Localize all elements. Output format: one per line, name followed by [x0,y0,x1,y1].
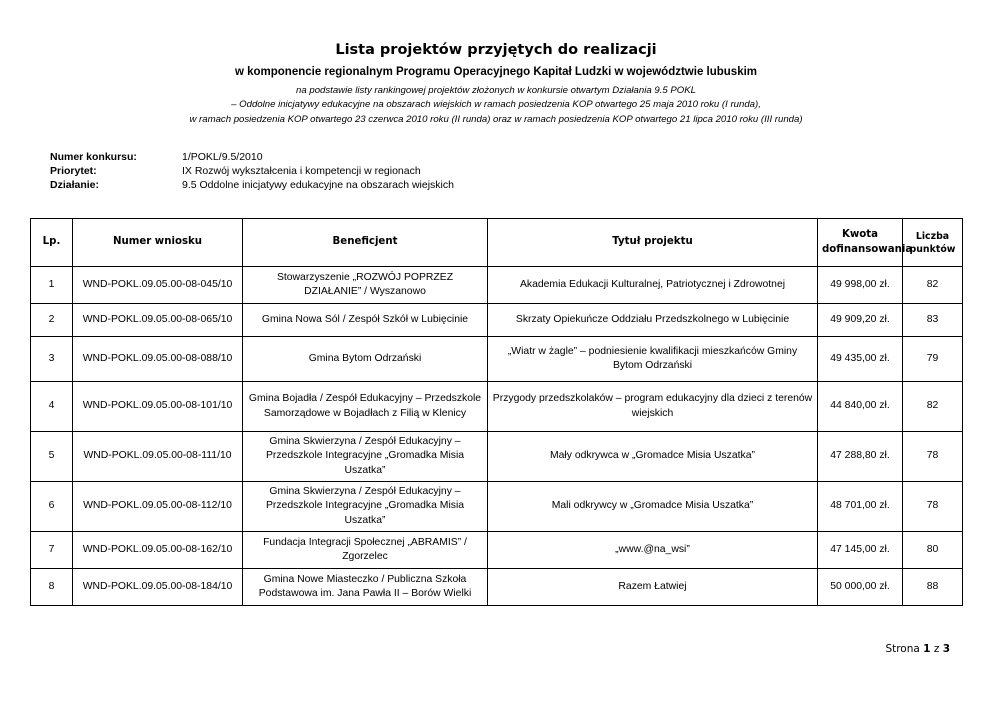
cell-points: 78 [903,482,963,532]
column-header-title: Tytuł projektu [488,219,818,267]
page-title: Lista projektów przyjętych do realizacji [335,42,657,58]
page-number-prefix: Strona [885,643,920,655]
table-row [31,337,963,382]
cell-beneficiary: Gmina Skwierzyna / Zespół Edukacyjny – Przedszkole Integracyjne „Gromadka Misia Uszatka” [243,482,488,532]
intro-line-3: w ramach posiedzenia KOP otwartego 23 czerwca 2010 roku (II runda) oraz w ramach posiedzenia KOP otwartego 21 lipca 2010 roku (III runda) [189,114,803,125]
cell-lp: 5 [31,432,73,482]
meta-row-priority [50,164,454,178]
meta-label: Priorytet: [50,165,97,177]
table-row [31,304,963,337]
cell-beneficiary: Stowarzyszenie „ROZWÓJ POPRZEZ DZIAŁANIE” / Wyszanowo [243,267,488,304]
meta-label: Numer konkursu: [50,151,137,163]
cell-lp: 7 [31,532,73,569]
column-header-amount [818,219,913,267]
cell-lp: 8 [31,569,73,606]
cell-amount: 47 288,80 zł. [818,432,903,482]
cell-points: 79 [903,337,963,382]
cell-beneficiary: Fundacja Integracji Społecznej „ABRAMIS” / Zgorzelec [243,532,488,569]
cell-points: 80 [903,532,963,569]
meta-value: IX Rozwój wykształcenia i kompetencji w regionach [182,165,421,177]
cell-title: Przygody przedszkolaków – program edukacyjny dla dzieci z terenów wiejskich [488,382,818,432]
cell-beneficiary: Gmina Bojadła / Zespół Edukacyjny – Przedszkole Samorządowe w Bojadłach z Filią w Klenicy [243,382,488,432]
page-subtitle: w komponencie regionalnym Programu Operacyjnego Kapitał Ludzki w województwie lubuskim [234,66,758,78]
page-number [885,643,950,655]
cell-title: Mali odkrywcy w „Gromadce Misia Uszatka” [488,482,818,532]
cell-title: „www.@na_wsi” [488,532,818,569]
cell-beneficiary: Gmina Bytom Odrzański [243,337,488,382]
cell-amount: 49 998,00 zł. [818,267,903,304]
meta-value: 1/POKL/9.5/2010 [182,151,263,163]
page-number-current: 1 [923,643,931,655]
cell-beneficiary: Gmina Nowa Sól / Zespół Szkół w Lubięcinie [243,304,488,337]
cell-number: WND-POKL.09.05.00-08-112/10 [73,482,243,532]
column-header-points-line1: Liczba [915,230,950,242]
table-row [31,382,963,432]
cell-beneficiary: Gmina Nowe Miasteczko / Publiczna Szkoła Podstawowa im. Jana Pawła II – Borów Wielki [243,569,488,606]
column-header-points-line2: punktów [909,243,956,255]
cell-lp: 4 [31,382,73,432]
cell-points: 82 [903,382,963,432]
table-row [31,267,963,304]
cell-points: 88 [903,569,963,606]
table-header-row [31,219,963,267]
cell-amount: 47 145,00 zł. [818,532,903,569]
cell-number: WND-POKL.09.05.00-08-101/10 [73,382,243,432]
cell-lp: 2 [31,304,73,337]
intro-line-2: – Oddolne inicjatywy edukacyjne na obszarach wiejskich w ramach posiedzenia KOP otwartego 25 maja 2010 roku (I runda), [231,99,761,110]
meta-row-action [50,178,454,192]
cell-lp: 6 [31,482,73,532]
meta-label: Działanie: [50,179,100,191]
column-header-beneficiary: Beneficjent [243,219,488,267]
cell-beneficiary: Gmina Skwierzyna / Zespół Edukacyjny – Przedszkole Integracyjne „Gromadka Misia Uszatka” [243,432,488,482]
page-number-total: 3 [942,643,950,655]
cell-points: 83 [903,304,963,337]
cell-number: WND-POKL.09.05.00-08-045/10 [73,267,243,304]
cell-number: WND-POKL.09.05.00-08-162/10 [73,532,243,569]
table-row [31,569,963,606]
column-header-points [903,219,963,267]
cell-number: WND-POKL.09.05.00-08-065/10 [73,304,243,337]
cell-amount: 48 701,00 zł. [818,482,903,532]
cell-lp: 3 [31,337,73,382]
page-number-separator: z [933,643,940,655]
cell-number: WND-POKL.09.05.00-08-088/10 [73,337,243,382]
cell-points: 82 [903,267,963,304]
meta-row-competition [50,150,454,164]
cell-amount: 50 000,00 zł. [818,569,903,606]
intro-line-1: na podstawie listy rankingowej projektów złożonych w konkursie otwartym Działania 9.5 POKL [296,85,696,96]
cell-title: Mały odkrywca w „Gromadce Misia Uszatka” [488,432,818,482]
cell-amount: 44 840,00 zł. [818,382,903,432]
cell-amount: 49 909,20 zł. [818,304,903,337]
cell-number: WND-POKL.09.05.00-08-184/10 [73,569,243,606]
meta-value: 9.5 Oddolne inicjatywy edukacyjne na obszarach wiejskich [182,179,454,191]
projects-table [30,218,963,606]
cell-number: WND-POKL.09.05.00-08-111/10 [73,432,243,482]
cell-title: Akademia Edukacji Kulturalnej, Patriotycznej i Zdrowotnej [488,267,818,304]
cell-title: „Wiatr w żagle” – podniesienie kwalifikacji mieszkańców Gminy Bytom Odrzański [488,337,818,382]
column-header-amount-line2: dofinansowania [822,243,913,255]
cell-points: 78 [903,432,963,482]
cell-lp: 1 [31,267,73,304]
column-header-number: Numer wniosku [73,219,243,267]
table-row [31,432,963,482]
column-header-amount-line1: Kwota [841,229,879,240]
table-row [31,532,963,569]
competition-meta [50,150,454,192]
cell-title: Skrzaty Opiekuńcze Oddziału Przedszkolnego w Lubięcinie [488,304,818,337]
cell-amount: 49 435,00 zł. [818,337,903,382]
column-header-lp: Lp. [31,219,73,267]
table-row [31,482,963,532]
cell-title: Razem Łatwiej [488,569,818,606]
